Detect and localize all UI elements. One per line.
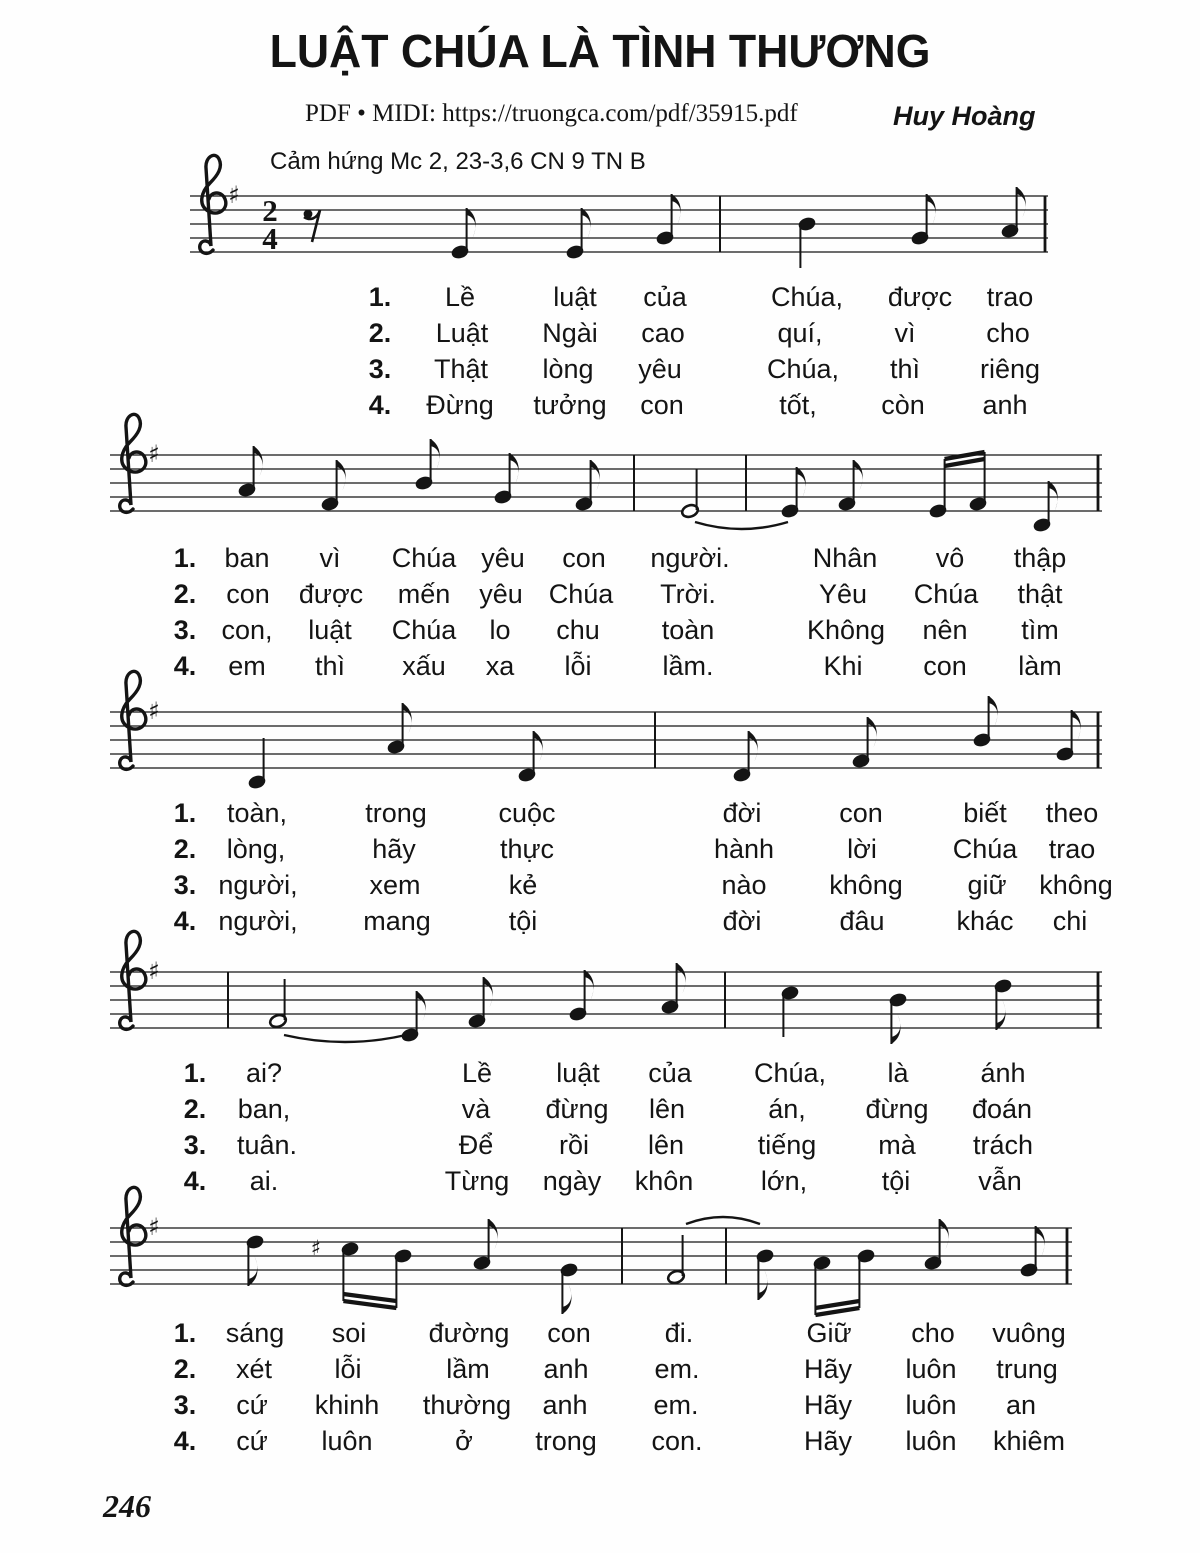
lyric-word: yêu <box>481 543 525 573</box>
lyric-word: đừng <box>865 1094 929 1124</box>
lyric-word: đi. <box>664 1318 694 1348</box>
lyric-word: luôn <box>905 1426 957 1456</box>
key-signature-sharp-icon: ♯ <box>148 697 160 725</box>
lyric-word: Chúa, <box>770 282 844 312</box>
lyric-word: ai. <box>249 1166 279 1196</box>
key-signature-sharp-icon: ♯ <box>148 1213 160 1241</box>
lyric-word: đoán <box>971 1094 1033 1124</box>
lyric-word: ở <box>455 1426 473 1456</box>
verse-number: 3. <box>183 1130 207 1160</box>
lyric-word: cứ <box>236 1390 268 1420</box>
lyric-word: lòng, <box>226 834 286 864</box>
lyric-word: Hãy <box>803 1426 853 1456</box>
lyric-word: làm <box>1018 651 1062 681</box>
pdf-midi-line <box>305 100 798 128</box>
lyric-word: trung <box>996 1354 1058 1384</box>
lyric-word: an <box>1005 1390 1037 1420</box>
lyric-word: vì <box>319 543 341 573</box>
lyric-word: đời <box>722 906 762 936</box>
lyric-word: tội <box>508 906 538 936</box>
svg-text:2: 2 <box>262 193 278 228</box>
key-signature-sharp-icon: ♯ <box>148 957 160 985</box>
verse-line <box>0 613 1200 649</box>
lyric-word: nào <box>721 870 767 900</box>
pdf-midi-label: PDF • MIDI: <box>305 100 443 127</box>
verse-number: 4. <box>173 1426 197 1456</box>
verse-number: 1. <box>173 543 197 573</box>
tie-slur <box>284 1035 406 1042</box>
lyric-word: còn <box>881 390 925 420</box>
lyric-word: lầm <box>446 1354 490 1384</box>
lyric-word: lo <box>489 615 511 645</box>
verse-number: 4. <box>173 651 197 681</box>
lyric-word: được <box>298 579 364 609</box>
verse-block <box>0 1316 1200 1466</box>
lyric-word: Thật <box>433 354 489 384</box>
lyric-word: thập <box>1013 543 1067 573</box>
verse-line <box>0 904 1200 940</box>
lyric-word: lòng <box>542 354 594 384</box>
lyric-word: anh <box>982 390 1028 420</box>
verse-line <box>0 577 1200 613</box>
lyric-word: trong <box>365 798 427 828</box>
treble-clef-icon <box>200 155 226 253</box>
lyric-word: ngày <box>542 1166 602 1196</box>
lyric-word: Yêu <box>818 579 868 609</box>
verse-line <box>0 796 1200 832</box>
lyric-word: đời <box>722 798 762 828</box>
lyric-word: thì <box>889 354 921 384</box>
lyric-word: khinh <box>314 1390 380 1420</box>
lyric-word: Trời. <box>660 579 716 609</box>
lyric-word: xét <box>235 1354 273 1384</box>
verse-line <box>0 832 1200 868</box>
lyric-word: ánh <box>980 1058 1026 1088</box>
lyric-word: Nhân <box>812 543 878 573</box>
lyric-word: luật <box>556 1058 600 1088</box>
verse-number: 1. <box>173 1318 197 1348</box>
note <box>387 703 412 755</box>
lyric-word: anh <box>542 1390 588 1420</box>
lyric-word: Luật <box>435 318 489 348</box>
verse-number: 4. <box>173 906 197 936</box>
lyric-word: rồi <box>558 1130 590 1160</box>
lyric-word: khác <box>956 906 1014 936</box>
lyric-word: người, <box>218 870 298 900</box>
lyric-word: Hãy <box>803 1354 853 1384</box>
verse-line <box>0 1164 1200 1200</box>
lyric-word: Chúa, <box>753 1058 827 1088</box>
lyric-word: Khi <box>823 651 863 681</box>
verse-line <box>0 1352 1200 1388</box>
lyric-word: của <box>648 1058 692 1088</box>
lyric-word: con <box>923 651 967 681</box>
verse-number: 4. <box>183 1166 207 1196</box>
lyric-word: khôn <box>634 1166 694 1196</box>
lyric-word: chu <box>556 615 600 645</box>
lyric-word: kẻ <box>508 870 538 900</box>
note <box>781 985 800 1037</box>
note <box>321 460 346 512</box>
verse-number: 3. <box>368 354 392 384</box>
lyric-word: sáng <box>225 1318 285 1348</box>
lyric-word: chi <box>1052 906 1088 936</box>
lyric-word: án, <box>768 1094 806 1124</box>
lyric-word: vô <box>935 543 965 573</box>
note <box>468 977 493 1029</box>
verse-number: 4. <box>368 390 392 420</box>
lyric-word: cuộc <box>498 798 556 828</box>
key-signature-sharp-icon: ♯ <box>148 440 160 468</box>
lyric-word: mến <box>397 579 451 609</box>
lyric-word: Để <box>458 1130 494 1160</box>
lyric-word: luôn <box>905 1354 957 1384</box>
note <box>681 469 700 519</box>
lyric-word: con <box>640 390 684 420</box>
page-number: 246 <box>103 1488 151 1524</box>
lyric-word: nên <box>922 615 968 645</box>
lyric-word: Lề <box>461 1058 493 1088</box>
verse-number: 2. <box>173 834 197 864</box>
verse-line <box>0 1128 1200 1164</box>
inspiration-caption: Cảm hứng Mc 2, 23-3,6 CN 9 TN B <box>270 148 646 175</box>
lyric-word: ban <box>224 543 270 573</box>
lyric-word: cho <box>911 1318 955 1348</box>
lyric-word: xem <box>369 870 421 900</box>
lyric-word: trách <box>972 1130 1034 1160</box>
lyric-word: theo <box>1045 798 1099 828</box>
lyric-word: riêng <box>979 354 1041 384</box>
verse-number: 3. <box>173 870 197 900</box>
lyric-word: Chúa <box>913 579 979 609</box>
lyric-word: soi <box>331 1318 367 1348</box>
lyric-word: được <box>887 282 953 312</box>
lyric-word: lên <box>647 1130 685 1160</box>
lyric-word: không <box>829 870 903 900</box>
lyric-word: lỗi <box>334 1354 362 1384</box>
lyric-word: luật <box>553 282 597 312</box>
verse-line <box>0 1056 1200 1092</box>
verse-number: 1. <box>173 798 197 828</box>
lyric-word: Lề <box>444 282 476 312</box>
lyric-word: Từng <box>444 1166 510 1196</box>
verse-line <box>0 649 1200 685</box>
lyric-word: thật <box>1017 579 1063 609</box>
lyric-word: Chúa <box>391 543 457 573</box>
lyric-word: của <box>643 282 687 312</box>
note <box>246 1234 265 1286</box>
lyric-word: biết <box>963 798 1007 828</box>
lyric-word: đâu <box>839 906 885 936</box>
note <box>401 991 426 1043</box>
lyric-word: người. <box>650 543 730 573</box>
lyric-word: hãy <box>372 834 416 864</box>
lyric-word: đừng <box>545 1094 609 1124</box>
verse-line <box>0 1388 1200 1424</box>
lyric-word: con. <box>651 1426 703 1456</box>
svg-text:4: 4 <box>262 221 278 256</box>
treble-clef-icon <box>120 931 146 1029</box>
lyric-word: con <box>547 1318 591 1348</box>
note <box>994 978 1013 1030</box>
lyric-word: khiêm <box>992 1426 1066 1456</box>
verse-block <box>0 1056 1200 1206</box>
note <box>560 1262 579 1314</box>
lyric-word: con <box>839 798 883 828</box>
lyric-word: người, <box>218 906 298 936</box>
lyric-word: con <box>562 543 606 573</box>
verse-line <box>0 1092 1200 1128</box>
lyric-word: yêu <box>638 354 682 384</box>
note <box>798 216 817 268</box>
note <box>1033 481 1058 533</box>
verse-number: 3. <box>173 1390 197 1420</box>
lyric-word: tuân. <box>236 1130 298 1160</box>
lyric-word: em. <box>653 1390 699 1420</box>
tie-slur <box>686 1217 760 1224</box>
lyric-word: lỗi <box>564 651 592 681</box>
lyric-word: Chúa, <box>766 354 840 384</box>
lyric-word: Hãy <box>803 1390 853 1420</box>
lyric-word: mang <box>363 906 431 936</box>
verse-line <box>0 388 1200 424</box>
lyric-word: không <box>1039 870 1113 900</box>
sixteenth-pair <box>813 1248 876 1315</box>
lyric-word: xa <box>485 651 515 681</box>
time-signature <box>262 193 278 256</box>
lyric-word: em <box>228 651 266 681</box>
lyric-word: hành <box>713 834 775 864</box>
note <box>238 446 263 498</box>
note <box>852 717 877 769</box>
lyric-word: Giữ <box>806 1318 852 1348</box>
tie-slur <box>695 522 788 529</box>
note <box>575 460 600 512</box>
lyric-word: anh <box>543 1354 589 1384</box>
lyric-word: trao <box>986 282 1034 312</box>
note <box>756 1248 775 1300</box>
note <box>838 460 863 512</box>
verse-line <box>0 868 1200 904</box>
lyric-word: Chúa <box>952 834 1018 864</box>
note <box>733 731 758 783</box>
lyric-word: con, <box>221 615 273 645</box>
lyric-word: Không <box>806 615 886 645</box>
verse-line <box>0 316 1200 352</box>
lyric-word: cho <box>986 318 1030 348</box>
lyric-word: lầm. <box>662 651 714 681</box>
lyric-word: quí, <box>777 318 823 348</box>
lyric-word: tốt, <box>779 390 817 420</box>
lyric-word: vẫn <box>978 1166 1022 1196</box>
lyric-word: trong <box>535 1426 597 1456</box>
lyric-word: ban, <box>237 1094 291 1124</box>
lyric-word: giữ <box>967 870 1007 900</box>
lyric-word: lên <box>648 1094 686 1124</box>
note <box>473 1219 498 1271</box>
lyric-word: cứ <box>236 1426 268 1456</box>
lyric-word: luôn <box>905 1390 957 1420</box>
note <box>924 1219 949 1271</box>
verse-number: 2. <box>173 1354 197 1384</box>
verse-number: 2. <box>368 318 392 348</box>
note <box>1001 187 1026 239</box>
pdf-url-link[interactable]: https://truongca.com/pdf/35915.pdf <box>442 100 798 127</box>
lyric-word: trao <box>1048 834 1096 864</box>
lyric-word: xấu <box>402 651 446 681</box>
lyric-word: đường <box>428 1318 510 1348</box>
lyric-word: là <box>887 1058 909 1088</box>
lyric-word: vì <box>894 318 916 348</box>
lyric-word: tưởng <box>533 390 607 420</box>
verse-line <box>0 352 1200 388</box>
sixteenth-pair <box>341 1241 413 1308</box>
verse-number: 1. <box>183 1058 207 1088</box>
lyric-word: luật <box>308 615 352 645</box>
lyric-word: Chúa <box>391 615 457 645</box>
key-signature-sharp-icon: ♯ <box>228 181 240 209</box>
note <box>889 992 908 1044</box>
lyric-word: tiếng <box>757 1130 817 1160</box>
verse-number: 1. <box>368 282 392 312</box>
lyric-word: toàn, <box>226 798 288 828</box>
lyric-word: yêu <box>479 579 523 609</box>
verse-block <box>0 796 1200 946</box>
lyric-word: lớn, <box>760 1166 808 1196</box>
lyric-word: con <box>226 579 270 609</box>
verse-block <box>0 541 1200 691</box>
song-title: LUẬT CHÚA LÀ TÌNH THƯƠNG <box>269 25 931 77</box>
accidental-sharp-icon: ♯ <box>310 1236 322 1260</box>
note <box>661 963 686 1015</box>
lyric-word: Ngài <box>542 318 598 348</box>
lyric-word: vuông <box>992 1318 1066 1348</box>
lyric-word: mà <box>878 1130 916 1160</box>
verse-block <box>0 280 1200 430</box>
note <box>518 731 543 783</box>
verse-number: 2. <box>183 1094 207 1124</box>
lyric-word: lời <box>847 834 877 864</box>
eighth-rest <box>304 210 320 242</box>
verse-line <box>0 280 1200 316</box>
verse-line <box>0 1424 1200 1460</box>
verse-line <box>0 541 1200 577</box>
lyric-word: toàn <box>661 615 715 645</box>
lyric-word: Đừng <box>426 390 494 420</box>
verse-number: 2. <box>173 579 197 609</box>
lyric-word: thực <box>499 834 555 864</box>
sixteenth-pair <box>929 452 988 519</box>
lyric-word: ai? <box>245 1058 283 1088</box>
lyric-word: luôn <box>321 1426 373 1456</box>
verse-line <box>0 1316 1200 1352</box>
lyric-word: tìm <box>1021 615 1059 645</box>
lyric-word: thì <box>314 651 346 681</box>
verse-number: 3. <box>173 615 197 645</box>
composer-name: Huy Hoàng <box>893 101 1036 131</box>
lyric-word: cao <box>641 318 685 348</box>
lyric-word: Chúa <box>548 579 614 609</box>
lyric-word: em. <box>654 1354 700 1384</box>
note <box>248 738 267 790</box>
lyric-word: thường <box>422 1390 512 1420</box>
lyric-word: và <box>461 1094 491 1124</box>
lyric-word: tội <box>881 1166 911 1196</box>
